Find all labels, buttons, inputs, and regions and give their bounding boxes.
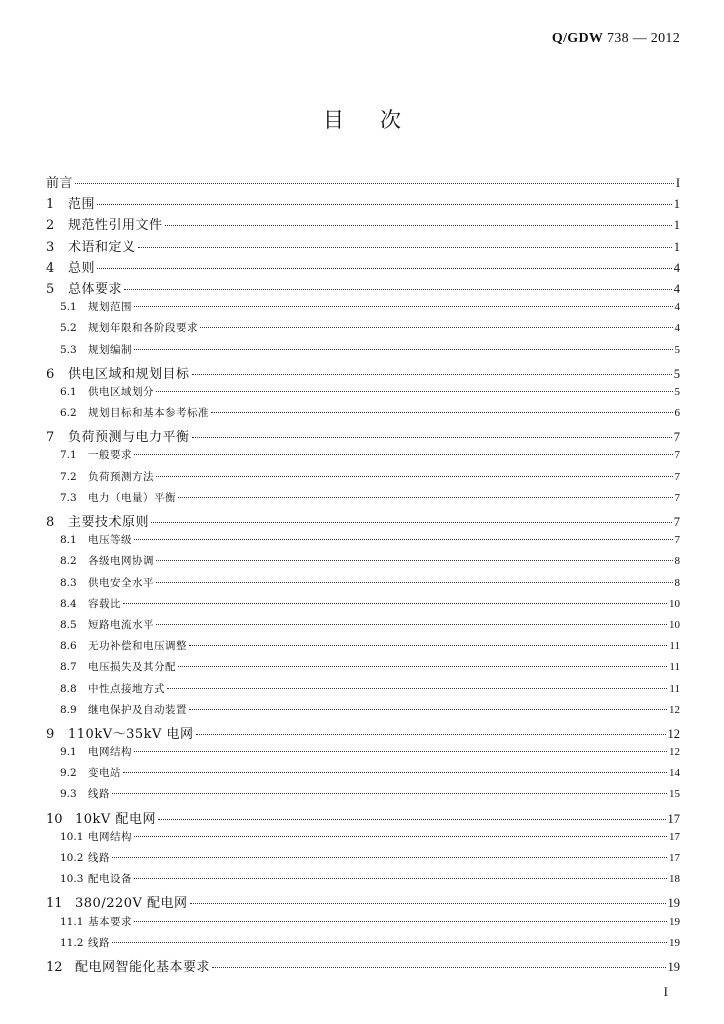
toc-entry[interactable] [46, 723, 680, 744]
toc-entry-number: 8.5 [60, 618, 77, 631]
toc-entry-page: 7 [674, 491, 680, 504]
toc-entry-page: 12 [669, 703, 680, 716]
toc-subentry[interactable] [46, 935, 680, 956]
toc-entry-label: 电网结构 [88, 746, 132, 759]
dot-leader [134, 878, 667, 879]
toc-entry-page: 5 [673, 366, 680, 381]
toc-entry-label: 规划目标和基本参考标准 [88, 407, 209, 420]
toc-entry-label: 10kV 配电网 [75, 811, 156, 827]
dot-leader [211, 412, 673, 413]
standard-code-header [552, 31, 680, 47]
toc-subentry[interactable] [46, 638, 680, 659]
toc-subentry[interactable] [46, 850, 680, 871]
toc-entry-number: 11.1 [60, 915, 84, 928]
toc-entry-page: 11 [669, 661, 680, 674]
toc-entry-label: 术语和定义 [68, 239, 136, 255]
toc-entry-label: 供电区域划分 [88, 385, 154, 398]
toc-entry-number: 11.2 [60, 936, 84, 949]
toc-subentry[interactable] [46, 342, 680, 363]
toc-entry-label: 线路 [88, 936, 110, 949]
toc-entry-label: 变电站 [88, 767, 121, 780]
toc-subentry[interactable] [46, 681, 680, 702]
toc-entry-number: 5.1 [60, 301, 77, 314]
toc-entry[interactable] [46, 892, 680, 913]
toc-entry-page: 19 [667, 896, 680, 911]
dot-leader [156, 476, 673, 477]
toc-entry-page: 5 [674, 343, 680, 356]
toc-subentry[interactable] [46, 532, 680, 553]
dot-leader [134, 454, 673, 455]
dot-leader [123, 603, 667, 604]
toc-entry-page: 10 [669, 618, 680, 631]
toc-entry-number: 8.1 [60, 534, 77, 547]
toc-entry-number: 10.1 [60, 830, 84, 843]
toc-entry-page: 7 [673, 515, 680, 529]
toc-entry-label: 中性点接地方式 [88, 682, 165, 695]
dot-leader [134, 306, 673, 307]
dot-leader [178, 497, 673, 498]
toc-entry[interactable] [46, 511, 680, 532]
dot-leader [134, 836, 667, 837]
toc-entry-page: 11 [669, 640, 680, 653]
toc-entry-page: 1 [673, 218, 680, 233]
toc-entry-label: 短路电流水平 [88, 618, 154, 631]
toc-entry-label: 电力（电量）平衡 [88, 491, 176, 504]
dot-leader [200, 327, 673, 328]
toc-entry-label: 电压等级 [88, 534, 132, 547]
toc-entry-label: 电压损失及其分配 [88, 661, 176, 674]
toc-entry-label: 负荷预测与电力平衡 [68, 430, 190, 446]
toc-subentry[interactable] [46, 914, 680, 935]
toc-subentry[interactable] [46, 659, 680, 680]
toc-entry-label: 线路 [88, 788, 110, 801]
toc-entry-page: 15 [669, 788, 680, 801]
dot-leader [165, 225, 672, 226]
dot-leader [112, 793, 667, 794]
toc-subentry[interactable] [46, 320, 680, 341]
toc-entry-number: 7 [46, 430, 55, 446]
table-of-contents [46, 172, 680, 977]
dot-leader [212, 967, 665, 968]
dot-leader [178, 666, 667, 667]
toc-entry[interactable] [46, 426, 680, 447]
toc-entry-number: 8.6 [60, 640, 77, 653]
standard-number: 738 — 2012 [607, 31, 680, 46]
dot-leader [192, 374, 672, 375]
toc-subentry[interactable] [46, 384, 680, 405]
toc-entry-label: 无功补偿和电压调整 [88, 640, 187, 653]
toc-entry-number: 2 [46, 218, 55, 234]
toc-entry-number: 8.8 [60, 682, 77, 695]
toc-entry-number: 8.2 [60, 555, 77, 568]
dot-leader [134, 349, 673, 350]
standard-code: Q/GDW [551, 31, 604, 46]
dot-leader [97, 204, 672, 205]
toc-entry-label: 110kV～35kV 电网 [68, 726, 194, 742]
toc-entry-page: I [675, 176, 680, 190]
toc-entry-number: 10 [46, 811, 63, 827]
dot-leader [124, 289, 672, 290]
toc-entry-page: 1 [673, 197, 680, 212]
toc-entry-number: 9 [46, 726, 55, 742]
toc-subentry[interactable] [46, 786, 680, 807]
toc-entry-number: 5.2 [60, 322, 77, 335]
toc-subentry[interactable] [46, 765, 680, 786]
toc-entry-number: 1 [46, 197, 55, 213]
dot-leader [158, 819, 666, 820]
toc-subentry[interactable] [46, 447, 680, 468]
footer-page-number: I [663, 984, 668, 999]
toc-entry-label: 供电区域和规划目标 [68, 366, 190, 382]
toc-entry-page: 12 [669, 746, 680, 759]
toc-entry-page: 4 [674, 301, 680, 314]
toc-entry-label: 规划编制 [88, 343, 132, 356]
toc-entry-number: 8.3 [60, 576, 77, 589]
toc-subentry[interactable] [46, 702, 680, 723]
toc-entry-number: 6 [46, 366, 55, 382]
toc-subentry[interactable] [46, 575, 680, 596]
toc-subentry[interactable] [46, 829, 680, 850]
dot-leader [167, 688, 667, 689]
dot-leader [151, 522, 672, 523]
dot-leader [192, 437, 672, 438]
toc-entry-page: 5 [674, 385, 680, 398]
toc-subentry[interactable] [46, 405, 680, 426]
toc-entry-page: 19 [667, 959, 680, 974]
toc-entry-label: 规划范围 [88, 301, 132, 314]
toc-entry-label: 供电安全水平 [88, 576, 154, 589]
toc-entry-label: 前言 [46, 176, 74, 191]
toc-entry-page: 8 [674, 555, 680, 568]
toc-entry-page: 7 [673, 430, 680, 445]
toc-entry[interactable] [46, 808, 680, 829]
toc-entry-label: 配电设备 [88, 873, 132, 886]
toc-entry-page: 19 [669, 936, 680, 949]
toc-entry-number: 7.2 [60, 470, 77, 483]
toc-entry[interactable] [46, 214, 680, 235]
toc-entry-label: 主要技术原则 [68, 515, 150, 530]
toc-entry-label: 380/220V 配电网 [75, 896, 188, 912]
toc-entry-number: 4 [46, 260, 55, 276]
toc-entry-label: 范围 [68, 197, 96, 213]
dot-leader [112, 857, 667, 858]
toc-entry-label: 继电保护及自动装置 [88, 703, 187, 716]
toc-entry-page: 7 [674, 449, 680, 462]
toc-entry-number: 5 [46, 281, 55, 297]
toc-entry-number: 8.9 [60, 703, 77, 716]
toc-entry-page: 17 [669, 852, 680, 864]
dot-leader [190, 903, 666, 904]
dot-leader [189, 645, 667, 646]
toc-entry-label: 线路 [88, 852, 110, 864]
toc-entry-page: 7 [674, 470, 680, 483]
toc-entry-number: 12 [46, 959, 63, 975]
dot-leader [156, 624, 667, 625]
toc-entry[interactable] [46, 956, 680, 977]
toc-entry-number: 6.2 [60, 407, 77, 420]
toc-entry-number: 7.1 [60, 449, 77, 462]
toc-entry-page: 8 [674, 576, 680, 589]
toc-subentry[interactable] [46, 553, 680, 574]
dot-leader [97, 268, 672, 269]
toc-entry-number: 8.7 [60, 661, 77, 674]
toc-entry-label: 基本要求 [88, 915, 132, 928]
dot-leader [134, 921, 667, 922]
dot-leader [156, 582, 673, 583]
dot-leader [123, 772, 667, 773]
toc-entry-number: 8 [46, 515, 55, 530]
toc-subentry[interactable] [46, 469, 680, 490]
toc-subentry[interactable] [46, 744, 680, 765]
toc-entry-page: 10 [669, 597, 680, 610]
toc-entry[interactable] [46, 236, 680, 257]
toc-entry-label: 一般要求 [88, 449, 132, 462]
toc-entry-label: 电网结构 [88, 830, 132, 843]
toc-entry[interactable] [46, 363, 680, 384]
toc-entry-label: 各级电网协调 [88, 555, 154, 568]
toc-subentry[interactable] [46, 871, 680, 892]
toc-entry-page: 4 [673, 260, 680, 275]
toc-entry-number: 6.1 [60, 385, 77, 398]
page-title: 目次 [323, 108, 437, 132]
toc-entry-number: 7.3 [60, 491, 77, 504]
dot-leader [189, 709, 667, 710]
toc-entry-number: 9.1 [60, 746, 77, 759]
dot-leader [112, 942, 667, 943]
toc-entry-number: 9.3 [60, 788, 77, 801]
toc-entry[interactable] [46, 193, 680, 214]
toc-subentry[interactable] [46, 490, 680, 511]
toc-entry-page: 14 [669, 767, 680, 780]
toc-entry-label: 配电网智能化基本要求 [75, 959, 211, 975]
toc-entry-label: 负荷预测方法 [88, 470, 154, 483]
toc-entry[interactable] [46, 257, 680, 278]
toc-entry-label: 规划年限和各阶段要求 [88, 322, 198, 335]
toc-entry-page: 12 [667, 726, 680, 741]
toc-entry-label: 总则 [68, 260, 96, 276]
dot-leader [134, 539, 673, 540]
dot-leader [138, 247, 672, 248]
toc-entry-page: 4 [673, 281, 680, 296]
toc-entry-page: 17 [667, 811, 680, 826]
toc-entry-number: 9.2 [60, 767, 77, 780]
dot-leader [134, 751, 667, 752]
toc-entry-label: 总体要求 [68, 281, 123, 297]
toc-entry-page: 19 [669, 915, 680, 928]
dot-leader [75, 183, 674, 184]
toc-subentry[interactable] [46, 299, 680, 320]
toc-entry[interactable] [46, 278, 680, 299]
toc-entry-page: 7 [674, 534, 680, 547]
toc-entry-page: 18 [669, 873, 680, 886]
toc-entry-label: 规范性引用文件 [68, 218, 163, 234]
toc-entry-page: 11 [669, 682, 680, 695]
toc-entry-number: 10.3 [60, 873, 84, 886]
dot-leader [156, 391, 673, 392]
toc-entry-label: 容载比 [88, 597, 121, 610]
toc-entry[interactable] [46, 172, 680, 193]
dot-leader [196, 734, 666, 735]
toc-entry-number: 10.2 [60, 852, 84, 864]
toc-entry-number: 11 [46, 896, 63, 912]
toc-subentry[interactable] [46, 617, 680, 638]
dot-leader [156, 560, 673, 561]
toc-entry-number: 5.3 [60, 343, 77, 356]
toc-entry-page: 17 [669, 830, 680, 843]
toc-entry-page: 1 [673, 239, 680, 254]
toc-subentry[interactable] [46, 596, 680, 617]
toc-entry-number: 3 [46, 239, 55, 255]
toc-entry-page: 4 [674, 322, 680, 335]
toc-entry-number: 8.4 [60, 597, 77, 610]
toc-entry-page: 6 [674, 407, 680, 420]
